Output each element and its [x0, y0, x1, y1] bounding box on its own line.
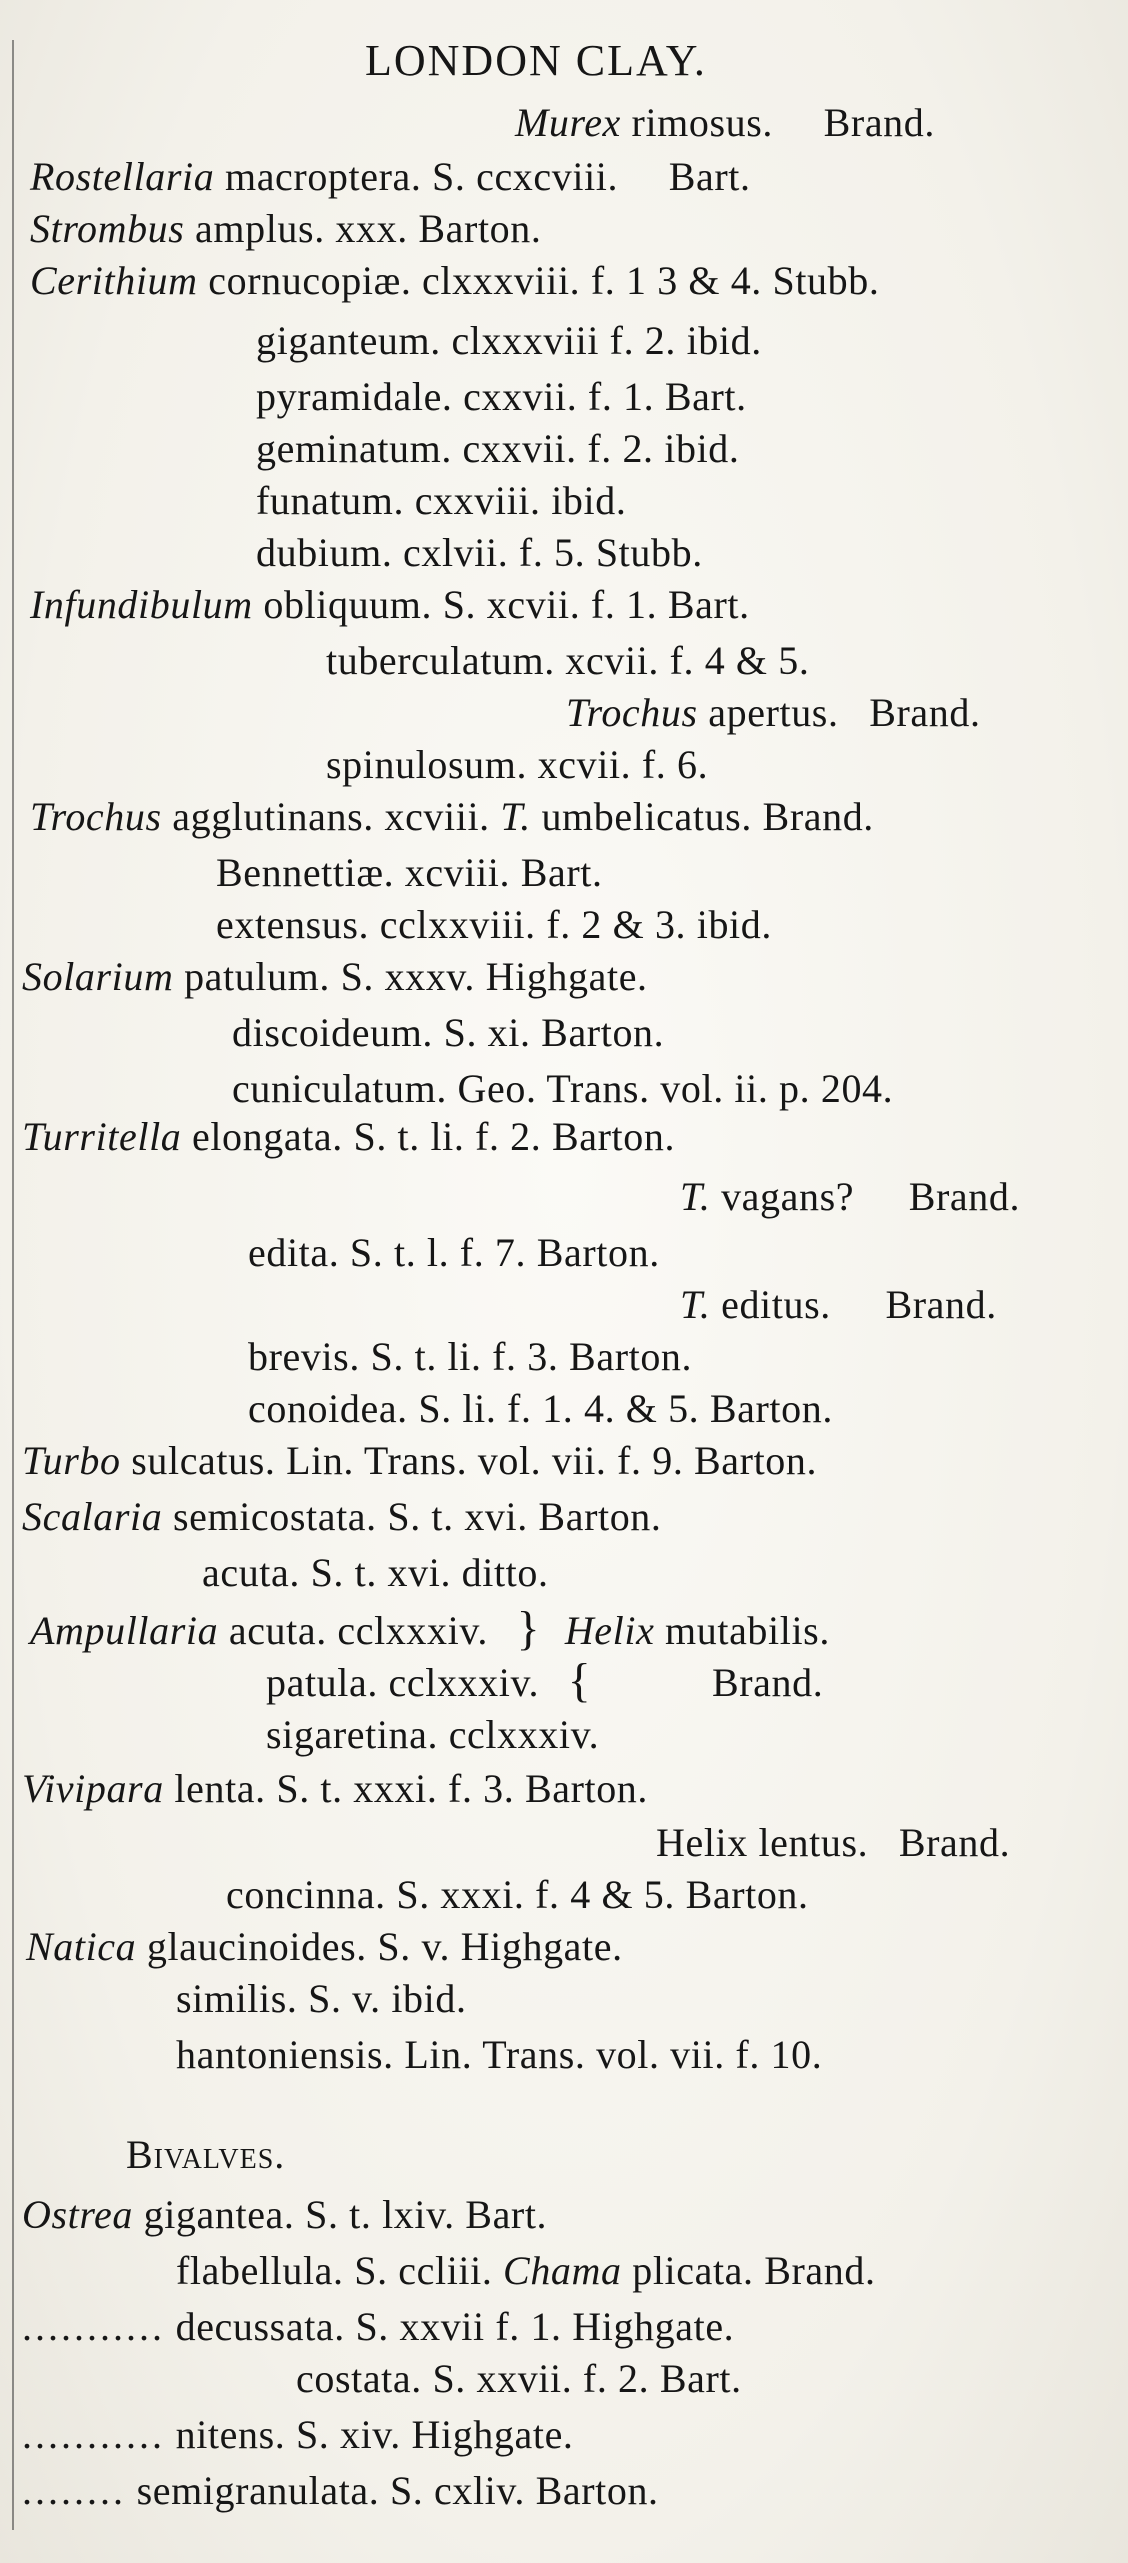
entry-text: conoidea. S. li. f. 1. 4. & 5. Barton. — [248, 1386, 833, 1431]
entry-line-7 — [256, 476, 626, 526]
entry-text: costata. S. xxvii. f. 2. Bart. — [296, 2356, 742, 2401]
page-title: LONDON CLAY. — [365, 36, 707, 85]
entry-text-2: Brand. — [711, 1660, 824, 1705]
leader-dots: ........ — [22, 2468, 126, 2513]
entry-line-1 — [30, 152, 751, 202]
entry-text: acuta. S. t. xvi. ditto. — [202, 1550, 549, 1595]
entry-text-2: plicata. Brand. — [621, 2248, 876, 2293]
entry-line-28 — [30, 1604, 830, 1656]
entry-text: hantoniensis. Lin. Trans. vol. vii. f. 10. — [176, 2032, 823, 2077]
genus: Scalaria — [22, 1494, 163, 1539]
brace-icon: } — [516, 1602, 541, 1655]
entry-line-25 — [22, 1436, 817, 1486]
genus: Trochus — [30, 794, 162, 839]
entry-line-8 — [256, 528, 703, 578]
genus: Ostrea — [22, 2192, 134, 2237]
entry-line-9 — [30, 580, 750, 630]
entry-text: acuta. cclxxxiv. — [218, 1608, 488, 1653]
entry-line-42 — [22, 2410, 574, 2460]
entry-line-30 — [266, 1710, 599, 1760]
entry-line-41 — [296, 2354, 742, 2404]
entry-line-34 — [26, 1922, 623, 1972]
entry-line-3 — [30, 256, 879, 306]
entry-text: spinulosum. xcvii. f. 6. — [326, 742, 709, 787]
entry-text: nitens. S. xiv. Highgate. — [165, 2412, 574, 2457]
entry-line-29 — [266, 1656, 823, 1708]
genus: Vivipara — [22, 1766, 164, 1811]
entry-line-35 — [176, 1974, 467, 2024]
entry-line-40 — [22, 2302, 734, 2352]
entry-line-11 — [566, 688, 981, 738]
entry-ref: Brand. — [898, 1820, 1011, 1865]
entry-text: lenta. S. t. xxxi. f. 3. Barton. — [163, 1766, 649, 1811]
entry-line-31 — [22, 1764, 648, 1814]
entry-text: elongata. S. t. li. f. 2. Barton. — [181, 1114, 676, 1159]
entry-text: flabellula. S. ccliii. — [176, 2248, 504, 2293]
entry-text: amplus. xxx. Barton. — [184, 206, 542, 251]
genus-2: Chama — [503, 2248, 622, 2293]
entry-text: semigranulata. S. cxliv. Barton. — [126, 2468, 659, 2513]
entry-text: edita. S. t. l. f. 7. Barton. — [248, 1230, 660, 1275]
genus-2: T. — [500, 794, 531, 839]
entry-text: agglutinans. xcviii. — [161, 794, 501, 839]
entry-line-19 — [22, 1112, 675, 1162]
entry-text: pyramidale. cxxvii. f. 1. Bart. — [256, 374, 747, 419]
genus: Solarium — [22, 954, 174, 999]
entry-text: glaucinoides. S. v. Highgate. — [136, 1924, 623, 1969]
genus: Murex — [515, 100, 621, 145]
entry-text: macroptera. S. ccxcviii. — [214, 154, 619, 199]
entry-line-20 — [680, 1172, 1020, 1222]
entry-text: semicostata. S. t. xvi. Barton. — [162, 1494, 662, 1539]
entry-line-16 — [22, 952, 648, 1002]
entry-text: funatum. cxxviii. ibid. — [256, 478, 627, 523]
entry-line-2 — [30, 204, 541, 254]
entry-line-43 — [22, 2466, 659, 2516]
entry-text: tuberculatum. xcvii. f. 4 & 5. — [326, 638, 810, 683]
entry-text: similis. S. v. ibid. — [176, 1976, 467, 2021]
entry-text: patulum. S. xxxv. Highgate. — [173, 954, 648, 999]
entry-text: dubium. cxlvii. f. 5. Stubb. — [256, 530, 703, 575]
entry-line-14 — [216, 848, 603, 898]
genus: Turritella — [22, 1114, 182, 1159]
entry-text: patula. cclxxxiv. — [266, 1660, 540, 1705]
entry-text: geminatum. cxxvii. f. 2. ibid. — [256, 426, 740, 471]
genus: Ampullaria — [30, 1608, 219, 1653]
entry-line-26 — [22, 1492, 662, 1542]
entry-text: Bennettiæ. xcviii. Bart. — [216, 850, 603, 895]
entry-text: rimosus. — [620, 100, 774, 145]
entry-line-6 — [256, 424, 740, 474]
genus: Cerithium — [30, 258, 198, 303]
entry-text: decussata. S. xxvii f. 1. Highgate. — [165, 2304, 735, 2349]
entry-line-10 — [326, 636, 809, 686]
entry-text: sigaretina. cclxxxiv. — [266, 1712, 600, 1757]
entry-line-22 — [680, 1280, 997, 1330]
entry-text: concinna. S. xxxi. f. 4 & 5. Barton. — [226, 1872, 809, 1917]
entry-line-12 — [326, 740, 708, 790]
entry-text-2: mutabilis. — [654, 1608, 830, 1653]
entry-text: giganteum. clxxxviii f. 2. ibid. — [256, 318, 762, 363]
entry-line-33 — [226, 1870, 809, 1920]
entry-ref: Brand. — [869, 690, 981, 735]
genus: Strombus — [30, 206, 185, 251]
entry-text: cornucopiæ. clxxxviii. f. 1 3 & 4. Stubb. — [197, 258, 880, 303]
genus-2: Helix — [564, 1608, 655, 1653]
genus: T. — [680, 1282, 711, 1327]
entry-text-2: umbelicatus. Brand. — [530, 794, 874, 839]
entry-line-13 — [30, 792, 874, 842]
leader-dots: ........... — [22, 2412, 165, 2457]
leader-dots: ........... — [22, 2304, 165, 2349]
entry-line-21 — [248, 1228, 660, 1278]
genus: Turbo — [22, 1438, 121, 1483]
entry-line-5 — [256, 372, 747, 422]
entry-text: obliquum. S. xcvii. f. 1. Bart. — [252, 582, 750, 627]
brace-icon: { — [567, 1654, 592, 1707]
entry-line-39 — [176, 2246, 876, 2296]
entry-line-18 — [232, 1064, 893, 1114]
entry-line-38 — [22, 2190, 547, 2240]
entry-line-24 — [248, 1384, 833, 1434]
entry-text: vagans? — [710, 1174, 855, 1219]
entry-line-36 — [176, 2030, 822, 2080]
entry-line-4 — [256, 316, 762, 366]
entry-ref: Brand. — [823, 100, 935, 145]
genus: Trochus — [566, 690, 698, 735]
entry-text: sulcatus. Lin. Trans. vol. vii. f. 9. Barton. — [120, 1438, 818, 1483]
genus: Natica — [26, 1924, 137, 1969]
genus: Infundibulum — [30, 582, 253, 627]
section-heading-bivalves: Bivalves. — [126, 2132, 286, 2177]
entry-ref: Brand. — [885, 1282, 997, 1327]
entry-line-23 — [248, 1332, 692, 1382]
genus: T. — [680, 1174, 711, 1219]
entry-text: cuniculatum. Geo. Trans. vol. ii. p. 204. — [232, 1066, 894, 1111]
entry-text: gigantea. S. t. lxiv. Bart. — [133, 2192, 548, 2237]
entry-ref: Bart. — [668, 154, 751, 199]
entry-line-15 — [216, 900, 772, 950]
entry-line-27 — [202, 1548, 549, 1598]
entry-line-32 — [656, 1818, 1010, 1868]
entry-text: apertus. — [697, 690, 839, 735]
entry-line-0 — [515, 98, 935, 148]
entry-line-17 — [232, 1008, 664, 1058]
genus: Rostellaria — [30, 154, 215, 199]
entry-text: editus. — [710, 1282, 831, 1327]
entry-text: brevis. S. t. li. f. 3. Barton. — [248, 1334, 693, 1379]
entry-text: discoideum. S. xi. Barton. — [232, 1010, 665, 1055]
entry-ref: Brand. — [908, 1174, 1021, 1219]
entry-text: extensus. cclxxviii. f. 2 & 3. ibid. — [216, 902, 772, 947]
left-rule — [12, 40, 14, 2530]
entry-text: Helix lentus. — [656, 1820, 869, 1865]
